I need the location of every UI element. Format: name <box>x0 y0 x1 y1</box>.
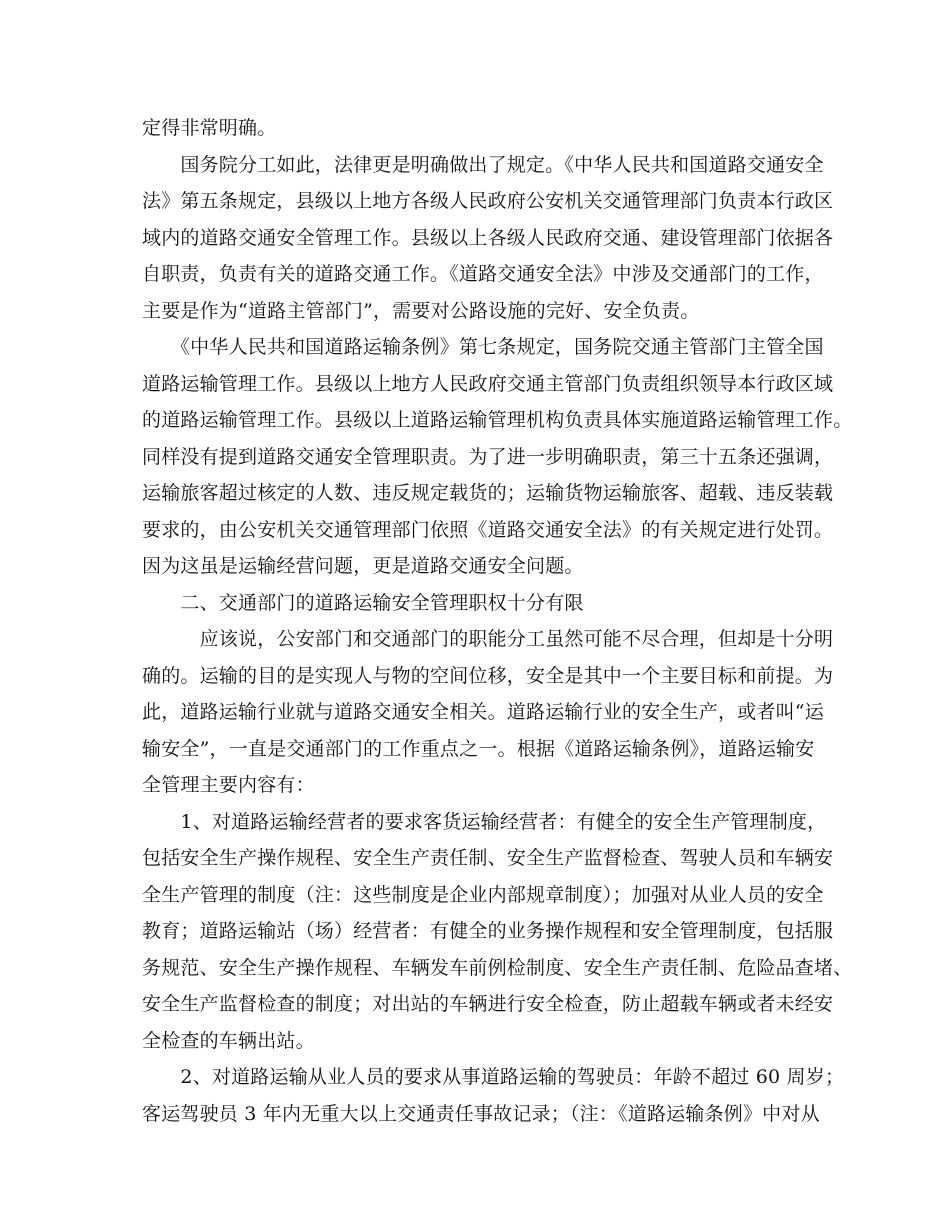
text-line: 全管理主要内容有： <box>142 774 315 796</box>
text-line: 因为这虽是运输经营问题，更是道路交通安全问题。 <box>142 555 584 577</box>
text-line: 法》第五条规定，县级以上地方各级人民政府公安机关交通管理部门负责本行政区 <box>142 190 834 212</box>
text-line: 道路运输管理工作。县级以上地方人民政府交通主管部门负责组织领导本行政区域 <box>142 372 834 395</box>
text-line: 国务院分工如此，法律更是明确做出了规定。《中华人民共和国道路交通安全 <box>142 153 824 176</box>
text-line: 自职责，负责有关的道路交通工作。《道路交通安全法》中涉及交通部门的工作， <box>142 263 824 285</box>
text-line: 此，道路运输行业就与道路交通安全相关。道路运输行业的安全生产，或者叫“运 <box>142 701 824 723</box>
text-line: 同样没有提到道路交通安全管理职责。为了进一步明确职责，第三十五条还强调， <box>142 445 834 468</box>
text-line: 要求的，由公安机关交通管理部门依照《道路交通安全法》的有关规定进行处罚。 <box>142 518 834 541</box>
text-line: 定得非常明确。 <box>142 117 277 139</box>
text-line: 应该说，公安部门和交通部门的职能分工虽然可能不尽合理，但却是十分明 <box>142 628 834 650</box>
text-line: 《中华人民共和国道路运输条例》第七条规定，国务院交通主管部门主管全国 <box>142 336 824 358</box>
text-line: 域内的道路交通安全管理工作。县级以上各级人民政府交通、建设管理部门依据各 <box>142 226 834 249</box>
text-line: 包括安全生产操作规程、安全生产责任制、安全生产监督检查、驾驶人员和车辆安 <box>142 847 834 869</box>
text-line: 安全生产监督检查的制度；对出站的车辆进行安全检查，防止超载车辆或者未经安 <box>142 993 834 1015</box>
text-line: 全检查的车辆出站。 <box>142 1029 315 1052</box>
text-line: 运输旅客超过核定的人数、违反规定载货的；运输货物运输旅客、超载、违反装载 <box>142 482 834 504</box>
text-line: 的道路运输管理工作。县级以上道路运输管理机构负责具体实施道路运输管理工作。 <box>142 409 853 431</box>
text-line: 2、对道路运输从业人员的要求从事道路运输的驾驶员：年龄不超过 60 周岁； <box>142 1066 845 1088</box>
text-line: 主要是作为“道路主管部门”，需要对公路设施的完好、安全负责。 <box>142 299 700 322</box>
text-line: 确的。运输的目的是实现人与物的空间位移，安全是其中一个主要目标和前提。为 <box>142 664 834 687</box>
text-line: 1、对道路运输经营者的要求客货运输经营者：有健全的安全生产管理制度， <box>142 810 827 833</box>
text-line: 客运驾驶员 3 年内无重大以上交通责任事故记录；（注：《道路运输条例》中对从 <box>142 1102 820 1125</box>
text-line: 全生产管理的制度（注：这些制度是企业内部规章制度）；加强对从业人员的安全 <box>142 883 824 906</box>
document-body <box>142 110 853 1132</box>
text-line: 教育；道路运输站（场）经营者：有健全的业务操作规程和安全管理制度，包括服 <box>142 920 834 942</box>
text-line: 输安全”，一直是交通部门的工作重点之一。根据《道路运输条例》，道路运输安 <box>142 737 815 760</box>
text-line: 务规范、安全生产操作规程、车辆发车前例检制度、安全生产责任制、危险品查堵、 <box>142 956 853 979</box>
section-heading: 二、交通部门的道路运输安全管理职权十分有限 <box>142 591 584 614</box>
